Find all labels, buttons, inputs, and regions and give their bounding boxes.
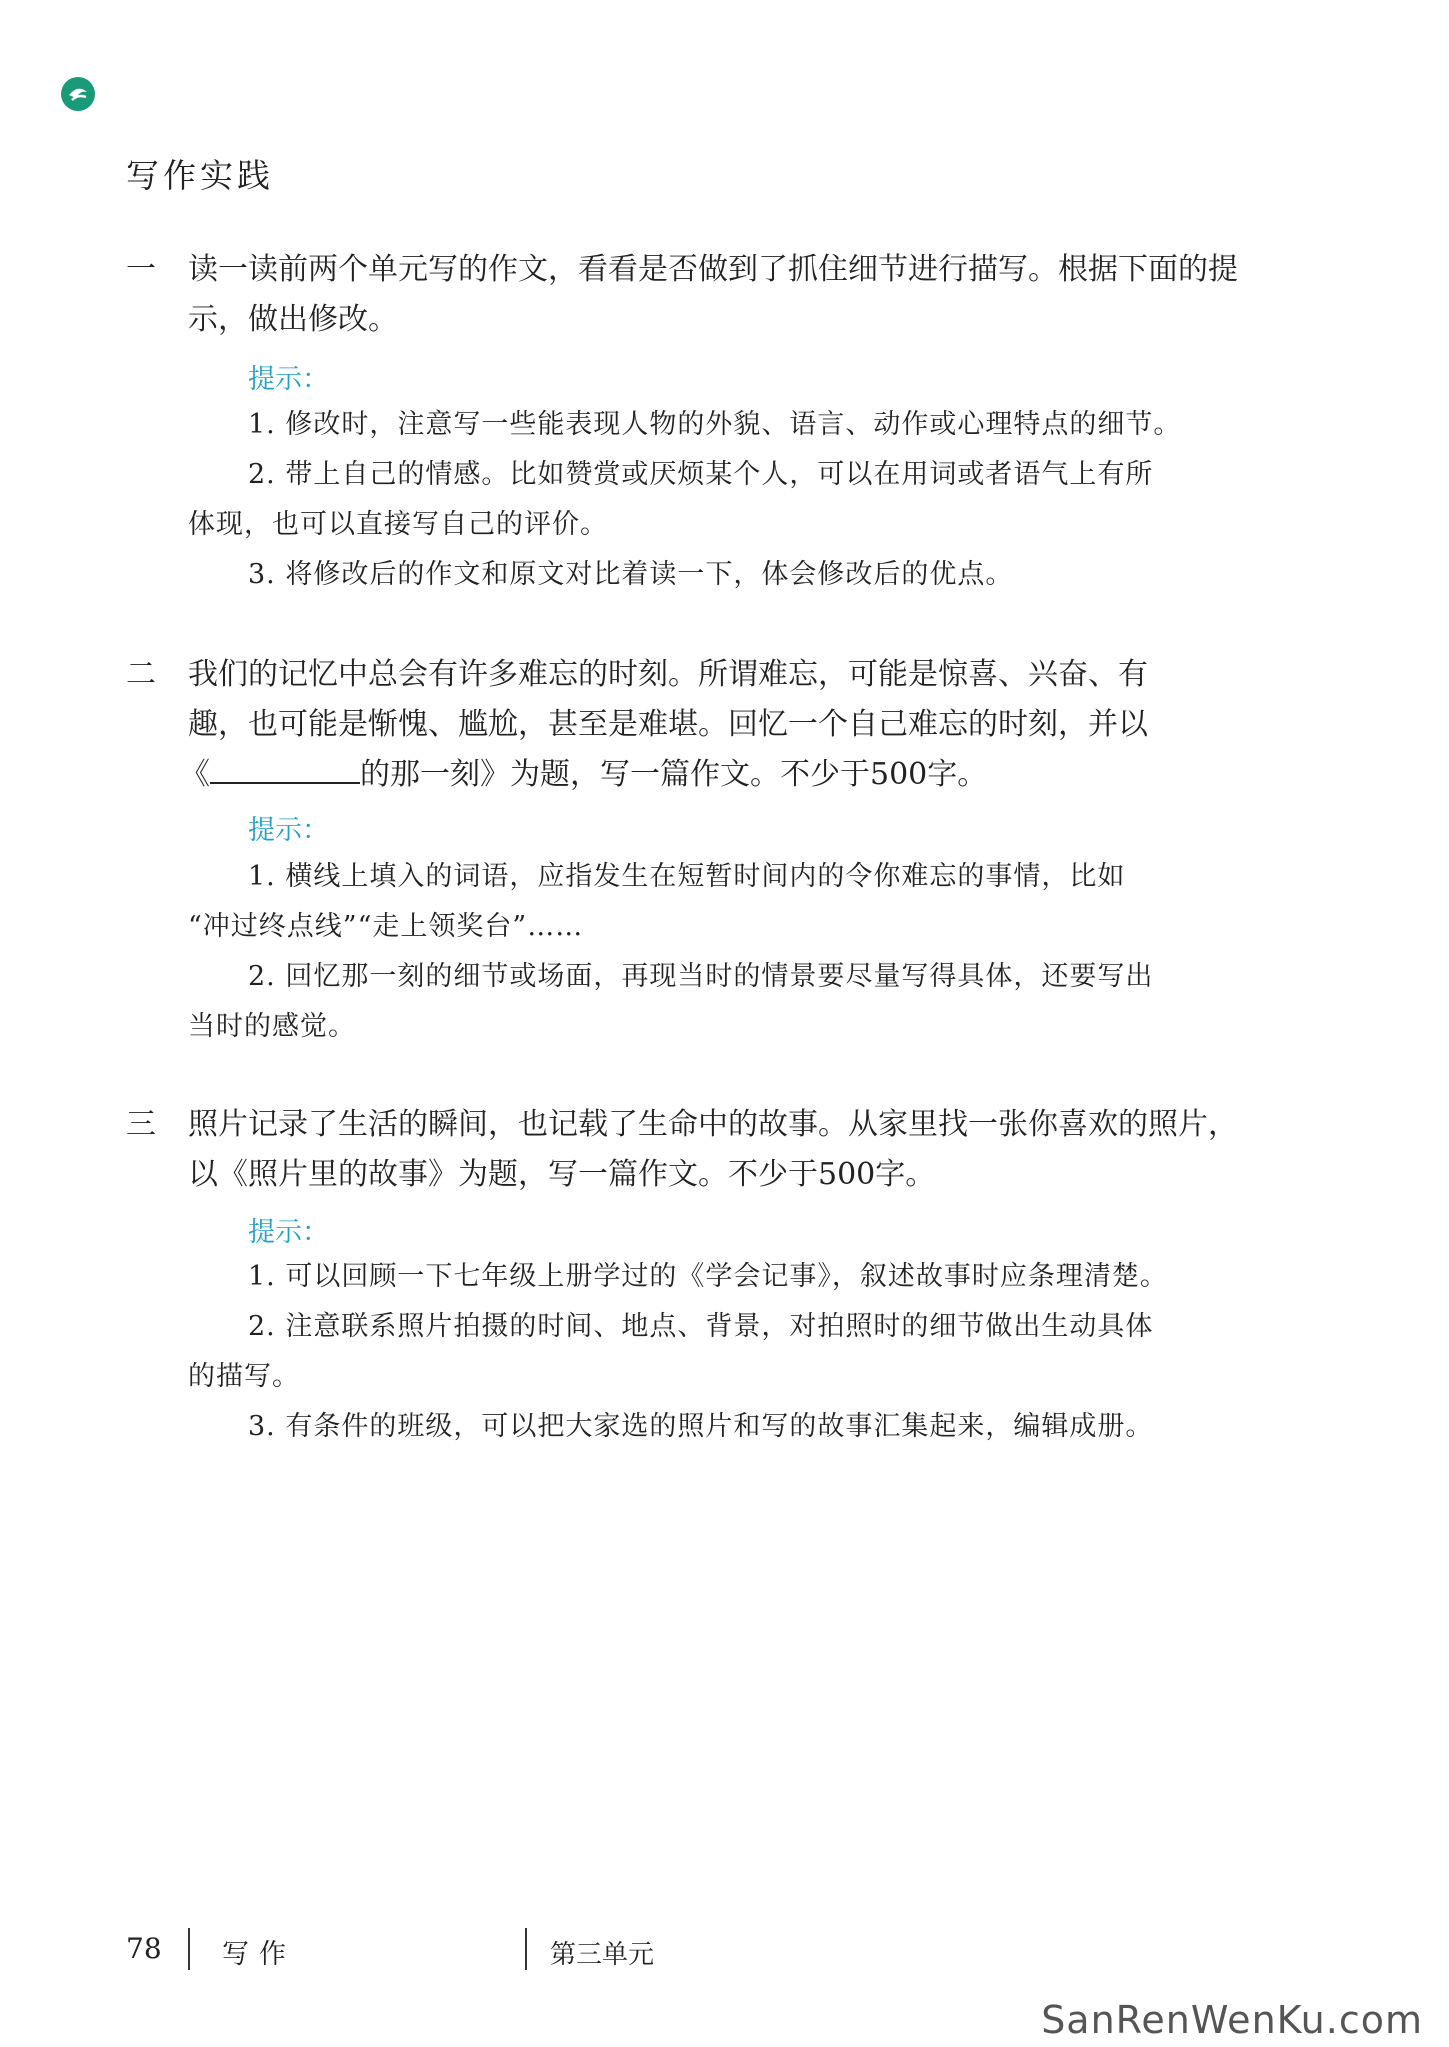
section-1-number: 一: [126, 252, 156, 287]
section-1-hint-4: 3. 将修改后的作文和原文对比着读一下，体会修改后的优点。: [248, 559, 1014, 590]
section-3-hint-label: 提示：: [248, 1217, 329, 1248]
section-1-hint-label: 提示：: [248, 364, 329, 395]
section-2-number: 二: [126, 657, 156, 692]
section-2-line-3-text: 的那一刻》为题，写一篇作文。不少于500字。: [360, 757, 988, 792]
section-2-line-3: [180, 750, 987, 800]
section-3-hint-2: 2. 注意联系照片拍摄的时间、地点、背景，对拍照时的细节做出生动具体: [248, 1311, 1154, 1342]
footer-divider: [525, 1928, 527, 1970]
section-1-hint-3: 体现，也可以直接写自己的评价。: [188, 509, 608, 540]
section-2-hint-1: 1. 横线上填入的词语，应指发生在短暂时间内的令你难忘的事情，比如: [248, 861, 1126, 892]
section-3-hint-1: 1. 可以回顾一下七年级上册学过的《学会记事》，叙述故事时应条理清楚。: [248, 1261, 1168, 1292]
section-3-number: 三: [126, 1107, 156, 1142]
section-2-line-1: 我们的记忆中总会有许多难忘的时刻。所谓难忘，可能是惊喜、兴奋、有: [188, 657, 1148, 692]
section-3-line-2: 以《照片里的故事》为题，写一篇作文。不少于500字。: [188, 1157, 936, 1192]
page-title: 写作实践: [126, 156, 274, 195]
section-1-line-1: 读一读前两个单元写的作文，看看是否做到了抓住细节进行描写。根据下面的提: [188, 252, 1238, 287]
book-logo-icon: [60, 76, 96, 112]
section-2-hint-label: 提示：: [248, 815, 329, 846]
section-2-line-2: 趣，也可能是惭愧、尴尬，甚至是难堪。回忆一个自己难忘的时刻，并以: [188, 707, 1148, 742]
section-2-hint-3: 2. 回忆那一刻的细节或场面，再现当时的情景要尽量写得具体，还要写出: [248, 961, 1154, 992]
page-number: 78: [126, 1932, 162, 1965]
section-1-line-2: 示，做出修改。: [188, 302, 398, 337]
section-2-hint-4: 当时的感觉。: [188, 1011, 356, 1042]
open-bracket: 《: [180, 757, 210, 792]
section-1-hint-2: 2. 带上自己的情感。比如赞赏或厌烦某个人，可以在用词或者语气上有所: [248, 459, 1154, 490]
section-1-hint-1: 1. 修改时，注意写一些能表现人物的外貌、语言、动作或心理特点的细节。: [248, 409, 1182, 440]
watermark: SanRenWenKu.com: [1041, 1998, 1423, 2042]
section-3-line-1: 照片记录了生活的瞬间，也记载了生命中的故事。从家里找一张你喜欢的照片，: [188, 1107, 1238, 1142]
section-2-hint-2: “冲过终点线”“走上领奖台”……: [188, 911, 584, 942]
footer-unit: 第三单元: [550, 1940, 655, 1970]
footer-category: 写作: [222, 1939, 296, 1970]
section-3-hint-4: 3. 有条件的班级，可以把大家选的照片和写的故事汇集起来，编辑成册。: [248, 1411, 1154, 1442]
footer-divider: [188, 1928, 190, 1970]
fill-in-blank: [210, 756, 360, 784]
section-3-hint-3: 的描写。: [188, 1361, 300, 1392]
